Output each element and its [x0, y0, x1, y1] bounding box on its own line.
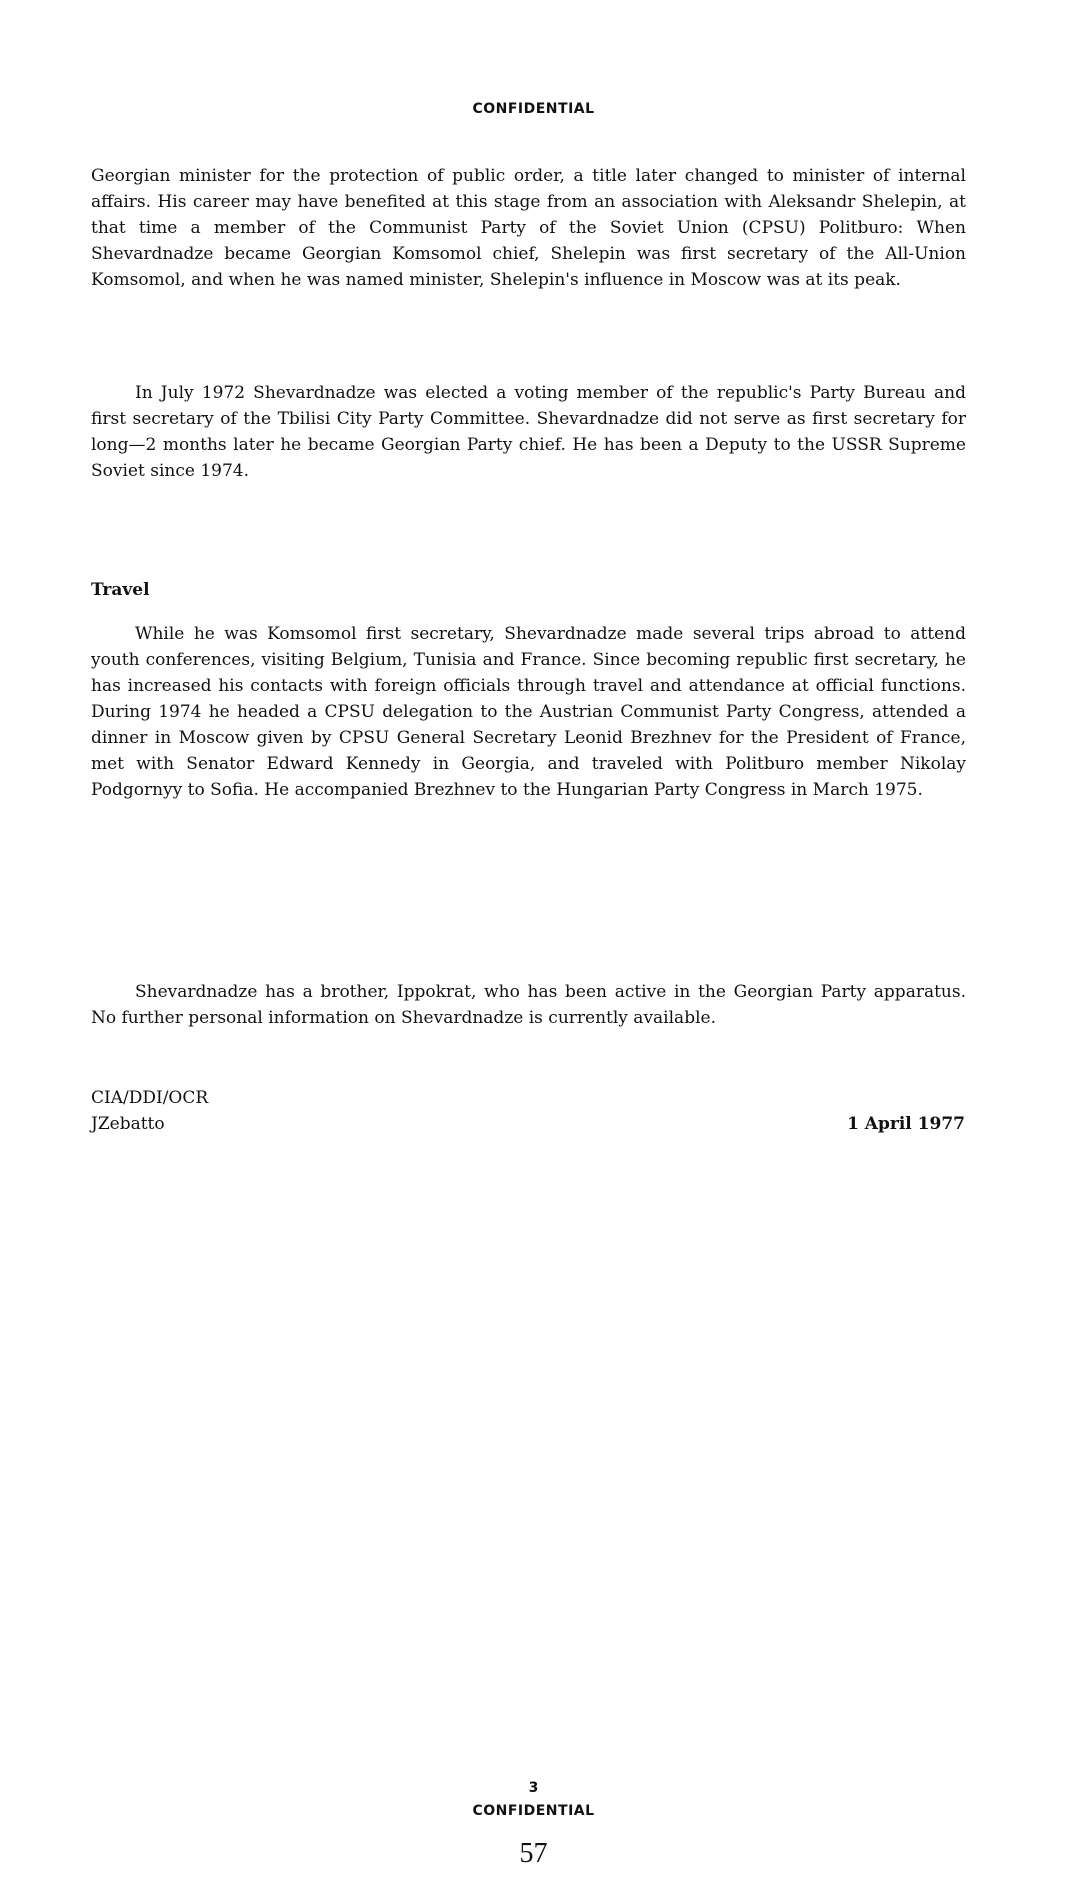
paragraph-4-text: Shevardnadze has a brother, Ippokrat, who has been active in the Georgian Party apparatus. No further personal information on Shevardnadze is currently available.	[91, 982, 966, 1028]
document-date: 1 April 1977	[847, 1114, 965, 1134]
paragraph-2	[91, 380, 966, 484]
footer-classification: CONFIDENTIAL	[472, 1803, 595, 1819]
page-number: 3	[528, 1780, 539, 1796]
header-classification: CONFIDENTIAL	[472, 101, 595, 117]
office-code: CIA/DDI/OCR	[91, 1088, 209, 1108]
paragraph-2-text: In July 1972 Shevardnadze was elected a voting member of the republic's Party Bureau and first secretary of the Tbilisi City Party Committee. Shevardnadze did not serve as first secretary for long—2 months later he became Georgian Party chief. He has been a Deputy to the USSR Supreme Soviet since 1974.	[91, 383, 966, 481]
paragraph-1-text: Georgian minister for the protection of public order, a title later changed to minister of internal affairs. His career may have benefited at this stage from an association with Aleksandr Shelepin, at that time a member of the Communist Party of the Soviet Union (CPSU) Politburo: When Shevardnadze became Georgian Komsomol chief, Shelepin was first secretary of the All-Union Komsomol, and when he was named minister, Shelepin's influence in Moscow was at its peak.	[91, 166, 966, 290]
paragraph-1	[91, 163, 966, 293]
paragraph-3	[91, 621, 966, 803]
travel-heading: Travel	[91, 580, 150, 600]
paragraph-4	[91, 979, 966, 1031]
paragraph-3-text: While he was Komsomol first secretary, Shevardnadze made several trips abroad to attend youth conferences, visiting Belgium, Tunisia and France. Since becoming republic first secretary, he has increased his contacts with foreign officials through travel and attendance at official functions. During 1974 he headed a CPSU delegation to the Austrian Communist Party Congress, attended a dinner in Moscow given by CPSU General Secretary Leonid Brezhnev for the President of France, met with Senator Edward Kennedy in Georgia, and traveled with Politburo member Nikolay Podgornyy to Sofia. He accompanied Brezhnev to the Hungarian Party Congress in March 1975.	[91, 624, 966, 800]
author-name: JZebatto	[91, 1114, 165, 1134]
archive-page-number: 57	[519, 1838, 548, 1869]
